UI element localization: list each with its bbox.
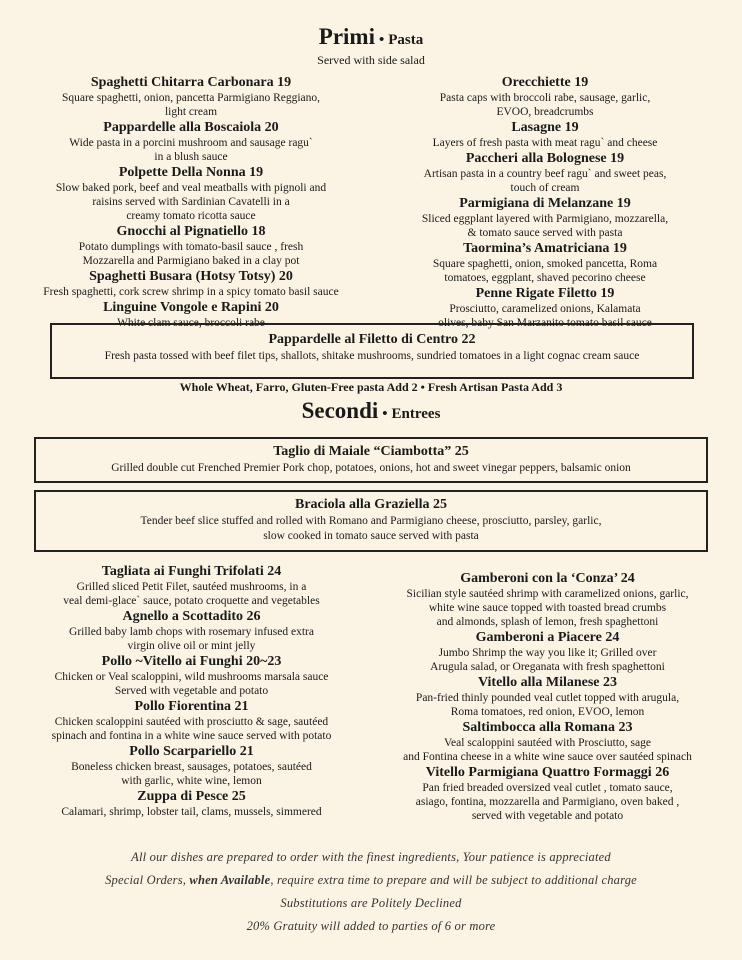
menu-item <box>365 674 730 719</box>
menu-item-description: spinach and fontina in a white wine sauce served with potato <box>51 730 332 742</box>
primi-right-column <box>370 74 720 330</box>
menu-item-description: Pasta caps with broccoli rabe, sausage, garlic, <box>439 92 651 104</box>
featured-item-name: Pappardelle al Filetto di Centro 22 <box>268 332 476 347</box>
menu-item-description: Layers of fresh pasta with meat ragu` and cheese <box>432 137 658 149</box>
footer-special-orders-bold: when Available <box>189 873 271 887</box>
featured-item-description: Fresh pasta tossed with beef filet tips, shallots, shitake mushrooms, sundried tomatoes in a light cognac cream sauce <box>104 350 640 362</box>
footer-special-orders-suffix: , require extra time to prepare and will be subject to additional charge <box>270 873 637 887</box>
menu-item-description: olives, baby San Marzanito tomato basil sauce <box>438 317 652 329</box>
menu-item-name: Polpette Della Nonna 19 <box>118 165 264 180</box>
menu-item <box>14 608 369 653</box>
menu-item-description: Potato dumplings with tomato-basil sauce , fresh <box>78 241 304 253</box>
footer-notice-ingredients: All our dishes are prepared to order with the finest ingredients, Your patience is appreciated <box>131 850 611 864</box>
secondi-left-column <box>14 563 369 819</box>
menu-item <box>365 629 730 674</box>
menu-item-description: veal demi-glace` sauce, potato croquette and vegetables <box>63 595 320 607</box>
menu-item-description: tomatoes, eggplant, shaved pecorino cheese <box>444 272 646 284</box>
menu-item-name: Gnocchi al Pignatiello 18 <box>116 224 266 239</box>
menu-item-description: served with vegetable and potato <box>471 810 624 822</box>
footer-notice-special-orders <box>0 873 742 888</box>
menu-item <box>14 563 369 608</box>
menu-item <box>370 240 720 285</box>
menu-item <box>370 74 720 119</box>
menu-item-name: Vitello Parmigiana Quattro Formaggi 26 <box>425 765 670 780</box>
featured-item-name: Taglio di Maiale “Ciambotta” 25 <box>273 444 469 459</box>
menu-item-name: Orecchiette 19 <box>501 75 589 90</box>
menu-item-description: and Fontina cheese in a white wine sauce over sautéed spinach <box>403 751 692 763</box>
menu-item-description: Prosciutto, caramelized onions, Kalamata <box>449 303 641 315</box>
menu-item-description: Grilled baby lamb chops with rosemary infused extra <box>69 626 314 638</box>
menu-item-description: white wine sauce topped with toasted bread crumbs <box>428 602 667 614</box>
menu-item-description: Chicken scaloppini sautéed with prosciutto & sage, sautéed <box>54 716 329 728</box>
menu-item-name: Penne Rigate Filetto 19 <box>475 286 615 301</box>
menu-item-description: Roma tomatoes, red onion, EVOO, lemon <box>450 706 645 718</box>
secondi-title: Secondi <box>301 398 379 423</box>
menu-item-name: Tagliata ai Funghi Trifolati 24 <box>101 564 282 579</box>
menu-item <box>370 119 720 150</box>
menu-item <box>14 698 369 743</box>
featured-item-description: Tender beef slice stuffed and rolled with Romano and Parmigiano cheese, prosciutto, parsley, garlic, <box>140 515 602 527</box>
footer-special-orders-prefix: Special Orders, <box>105 873 190 887</box>
menu-item <box>365 719 730 764</box>
menu-item-description: & tomato sauce served with pasta <box>467 227 623 239</box>
menu-item-description: Sicilian style sautéed shrimp with caramelized onions, garlic, <box>406 588 689 600</box>
menu-item-description: Wide pasta in a porcini mushroom and sausage ragu` <box>69 137 313 149</box>
secondi-bullet: • <box>382 406 388 422</box>
menu-item <box>365 570 730 629</box>
menu-item-description: Served with vegetable and potato <box>114 685 269 697</box>
secondi-featured-box-2 <box>34 490 708 552</box>
menu-item-name: Pappardelle alla Boscaiola 20 <box>103 120 279 135</box>
menu-item-description: Square spaghetti, onion, pancetta Parmigiano Reggiano, <box>61 92 321 104</box>
menu-item <box>16 268 366 299</box>
menu-item-description: with garlic, white wine, lemon <box>121 775 262 787</box>
menu-item-description: White clam sauce, broccoli rabe <box>117 317 265 329</box>
menu-item-name: Gamberoni a Piacere 24 <box>475 630 620 645</box>
menu-item-description: Square spaghetti, onion, smoked pancetta, Roma <box>432 258 658 270</box>
menu-item-name: Lasagne 19 <box>511 120 579 135</box>
menu-item-name: Pollo Fiorentina 21 <box>134 699 249 714</box>
menu-item-name: Paccheri alla Bolognese 19 <box>465 151 625 166</box>
menu-item-name: Pollo ~Vitello ai Funghi 20~23 <box>101 654 282 669</box>
menu-item-name: Gamberoni con la ‘Conza’ 24 <box>460 571 635 586</box>
menu-item-name: Parmigiana di Melanzane 19 <box>459 196 631 211</box>
menu-item-description: Veal scaloppini sautéed with Prosciutto, sage <box>444 737 651 749</box>
menu-item <box>16 223 366 268</box>
primi-left-column <box>16 74 366 330</box>
menu-item-description: Boneless chicken breast, sausages, potatoes, sautéed <box>71 761 312 773</box>
menu-item <box>14 743 369 788</box>
menu-item-name: Zuppa di Pesce 25 <box>137 789 246 804</box>
menu-item-name: Spaghetti Busara (Hotsy Totsy) 20 <box>89 269 293 284</box>
menu-item-name: Vitello alla Milanese 23 <box>477 675 618 690</box>
menu-item-description: Pan fried breaded oversized veal cutlet , tomato sauce, <box>422 782 673 794</box>
menu-item-description: asiago, fontina, mozzarella and Parmigiano, oven baked , <box>415 796 680 808</box>
menu-item <box>370 195 720 240</box>
menu-item-description: Grilled sliced Petit Filet, sautéed mushrooms, in a <box>76 581 307 593</box>
menu-item-description: Pan-fried thinly pounded veal cutlet topped with arugula, <box>415 692 680 704</box>
primi-title: Primi <box>318 24 375 49</box>
footer-notice-gratuity: 20% Gratuity will added to parties of 6 or more <box>246 919 496 933</box>
primi-bullet: • <box>378 32 385 48</box>
menu-item <box>16 164 366 223</box>
menu-item-description: light cream <box>164 106 218 118</box>
menu-item-name: Saltimbocca alla Romana 23 <box>462 720 633 735</box>
primi-subtitle: Pasta <box>388 32 424 48</box>
menu-item-description: Calamari, shrimp, lobster tail, clams, mussels, simmered <box>61 806 322 818</box>
secondi-right-column <box>365 570 730 823</box>
menu-item-description: and almonds, splash of lemon, fresh spaghettoni <box>436 616 659 628</box>
menu-item <box>14 653 369 698</box>
menu-item-description: raisins served with Sardinian Cavatelli in a <box>92 196 290 208</box>
primi-heading <box>0 24 742 50</box>
featured-item-name: Braciola alla Graziella 25 <box>294 497 448 512</box>
primi-served-note: Served with side salad <box>317 53 425 67</box>
pasta-addons-note: Whole Wheat, Farro, Gluten-Free pasta Add 2 • Fresh Artisan Pasta Add 3 <box>179 380 563 394</box>
menu-item-name: Pollo Scarpariello 21 <box>129 744 254 759</box>
menu-item-description: Fresh spaghetti, cork screw shrimp in a spicy tomato basil sauce <box>43 286 339 298</box>
menu-item-description: creamy tomato ricotta sauce <box>126 210 256 222</box>
menu-item <box>16 74 366 119</box>
menu-item <box>365 764 730 823</box>
menu-item-description: Jumbo Shrimp the way you like it; Grilled over <box>438 647 657 659</box>
menu-item-description: in a blush sauce <box>154 151 228 163</box>
menu-item-name: Spaghetti Chitarra Carbonara 19 <box>90 75 292 90</box>
menu-item <box>16 119 366 164</box>
menu-item-description: Artisan pasta in a country beef ragu` and sweet peas, <box>423 168 667 180</box>
menu-item-description: Sliced eggplant layered with Parmigiano, mozzarella, <box>421 213 669 225</box>
menu-item-name: Linguine Vongole e Rapini 20 <box>103 300 279 315</box>
menu-item-description: touch of cream <box>510 182 580 194</box>
menu-item-name: Taormina’s Amatriciana 19 <box>463 241 627 256</box>
featured-item-description: Grilled double cut Frenched Premier Pork chop, potatoes, onions, hot and sweet vinegar peppers, balsamic onion <box>111 462 631 474</box>
menu-item-description: Slow baked pork, beef and veal meatballs with pignoli and <box>55 182 327 194</box>
menu-item-description: Chicken or Veal scaloppini, wild mushrooms marsala sauce <box>54 671 329 683</box>
secondi-heading <box>0 398 742 424</box>
secondi-subtitle: Entrees <box>391 406 441 422</box>
secondi-featured-box-1 <box>34 437 708 483</box>
menu-item-description: Mozzarella and Parmigiano baked in a clay pot <box>82 255 300 267</box>
menu-item <box>14 788 369 819</box>
footer-notice-substitutions: Substitutions are Politely Declined <box>280 896 462 910</box>
menu-item-description: Arugula salad, or Oreganata with fresh spaghettoni <box>430 661 665 673</box>
menu-item-description: EVOO, breadcrumbs <box>496 106 594 118</box>
menu-item <box>370 150 720 195</box>
menu-item-description: virgin olive oil or mint jelly <box>127 640 256 652</box>
featured-item-description: slow cooked in tomato sauce served with pasta <box>263 530 479 542</box>
primi-featured-box <box>50 323 694 379</box>
menu-item-name: Agnello a Scottadito 26 <box>122 609 261 624</box>
